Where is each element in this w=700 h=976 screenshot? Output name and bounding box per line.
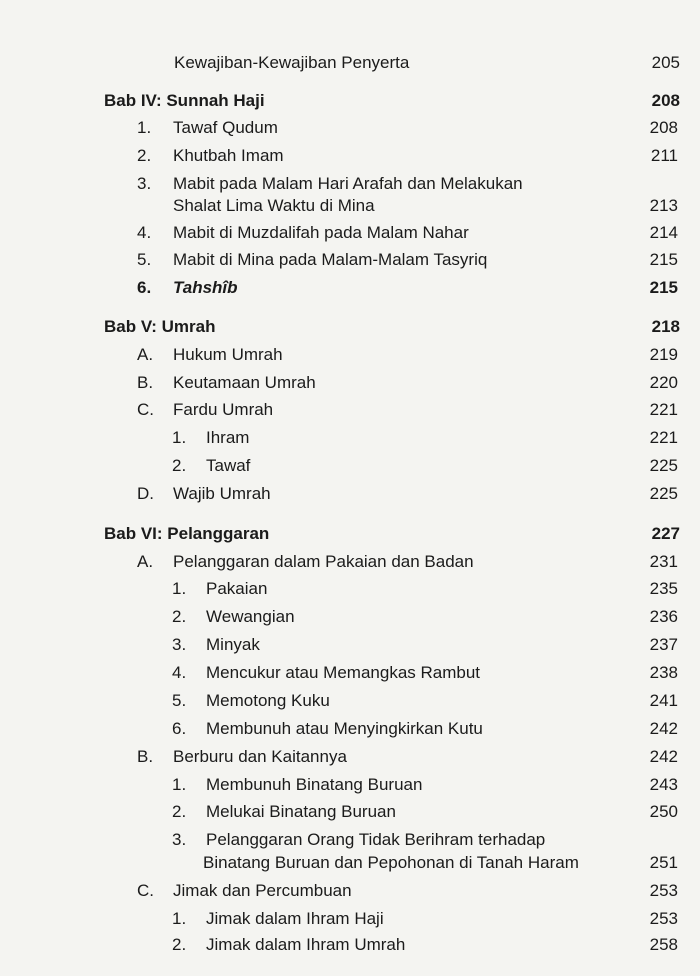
toc-entry-page: 237: [649, 635, 678, 654]
toc-entry-title: Mabit di Muzdalifah pada Malam Nahar: [173, 223, 469, 242]
toc-entry-number: C.: [137, 881, 154, 900]
toc-entry-page: 227: [651, 524, 680, 543]
toc-entry-title: Mabit pada Malam Hari Arafah dan Melakukan: [173, 174, 523, 193]
toc-entry-title: Khutbah Imam: [173, 146, 284, 165]
toc-entry-title: Wewangian: [206, 607, 295, 626]
toc-entry-page: 211: [650, 146, 678, 165]
toc-entry-page: 218: [651, 317, 680, 336]
toc-entry-title: Membunuh Binatang Buruan: [206, 775, 423, 794]
toc-entry-number: C.: [137, 400, 154, 419]
toc-entry-number: 4.: [137, 223, 152, 242]
toc-entry-page: 258: [649, 935, 678, 954]
toc-entry-page: 220: [649, 373, 678, 392]
toc-entry-title: Fardu Umrah: [173, 400, 274, 419]
toc-entry-number: 2.: [172, 607, 187, 626]
toc-entry-title: Minyak: [206, 635, 260, 654]
toc-entry-number: D.: [137, 484, 154, 503]
toc-entry-title: Bab VI: Pelanggaran: [104, 524, 270, 543]
toc-entry-page: 215: [649, 250, 678, 269]
toc-entry-page: 242: [649, 719, 678, 738]
toc-entry-number: 1.: [137, 118, 152, 137]
toc-entry-number: B.: [137, 373, 154, 392]
toc-entry-title: Tahshîb: [173, 278, 238, 297]
toc-entry-page: 236: [649, 607, 678, 626]
toc-entry-page: 251: [649, 853, 678, 872]
toc-entry-title: Jimak dalam Ihram Umrah: [206, 935, 406, 954]
toc-entry-title: Hukum Umrah: [173, 345, 283, 364]
toc-entry-number: 3.: [172, 830, 187, 849]
toc-entry-title: Membunuh atau Menyingkirkan Kutu: [206, 719, 483, 738]
toc-entry-title: Pakaian: [206, 579, 268, 598]
toc-entry-title: Pelanggaran dalam Pakaian dan Badan: [173, 552, 474, 571]
toc-entry-number: 6.: [137, 278, 152, 297]
toc-entry-page: 215: [649, 278, 678, 297]
toc-entry-number: 2.: [172, 456, 187, 475]
toc-entry-title: Tawaf Qudum: [173, 118, 278, 137]
toc-entry-page: 221: [649, 400, 678, 419]
toc-entry-title: Pelanggaran Orang Tidak Berihram terhadap: [206, 830, 546, 849]
toc-entry-page: 225: [649, 456, 678, 475]
toc-entry-number: 6.: [172, 719, 187, 738]
toc-entry-title-line2: Binatang Buruan dan Pepohonan di Tanah Haram: [203, 853, 579, 872]
toc-entry-title: Wajib Umrah: [173, 484, 271, 503]
toc-entry-page: 221: [649, 428, 678, 447]
toc-entry-page: 250: [649, 802, 678, 821]
toc-entry-number: 4.: [172, 663, 187, 682]
toc-entry-title: Melukai Binatang Buruan: [206, 802, 396, 821]
toc-entry-number: A.: [137, 552, 154, 571]
toc-entry-page: 253: [649, 881, 678, 900]
toc-entry-number: 1.: [172, 428, 187, 447]
toc-entry-page: 213: [649, 196, 678, 215]
toc-entry-page: 235: [649, 579, 678, 598]
toc-entry-number: 1.: [172, 909, 187, 928]
toc-entry-number: 1.: [172, 775, 187, 794]
toc-entry-page: 242: [649, 747, 678, 766]
toc-entry-number: B.: [137, 747, 154, 766]
toc-entry-page: 253: [649, 909, 678, 928]
toc-entry-number: 3.: [172, 635, 187, 654]
toc-entry-title: Ihram: [206, 428, 250, 447]
toc-entry-page: 238: [649, 663, 678, 682]
toc-entry-title: Mabit di Mina pada Malam-Malam Tasyriq: [173, 250, 488, 269]
toc-entry-title: Jimak dalam Ihram Haji: [206, 909, 384, 928]
toc-entry-number: 1.: [172, 579, 187, 598]
toc-entry-title: Kewajiban-Kewajiban Penyerta: [174, 53, 410, 72]
toc-entry-page: 219: [649, 345, 678, 364]
toc-entry-page: 225: [649, 484, 678, 503]
toc-entry-title-line2: Shalat Lima Waktu di Mina: [173, 196, 375, 215]
toc-entry-number: 2.: [172, 802, 187, 821]
toc-entry-page: 205: [651, 53, 680, 72]
toc-entry-title: Bab IV: Sunnah Haji: [104, 91, 265, 110]
toc-entry-number: 2.: [137, 146, 152, 165]
toc-entry-title: Memotong Kuku: [206, 691, 330, 710]
toc-entry-title: Jimak dan Percumbuan: [173, 881, 352, 900]
toc-entry-number: 5.: [172, 691, 187, 710]
toc-entry-page: 208: [649, 118, 678, 137]
toc-entry-page: 231: [649, 552, 678, 571]
toc-entry-page: 208: [651, 91, 680, 110]
toc-entry-title: Berburu dan Kaitannya: [173, 747, 347, 766]
toc-entry-title: Tawaf: [206, 456, 251, 475]
toc-entry-page: 241: [649, 691, 678, 710]
toc-entry-number: 3.: [137, 174, 152, 193]
toc-entry-title: Bab V: Umrah: [104, 317, 216, 336]
toc-entry-title: Keutamaan Umrah: [173, 373, 316, 392]
toc-entry-page: 214: [649, 223, 678, 242]
toc-entry-number: A.: [137, 345, 154, 364]
toc-entry-number: 2.: [172, 935, 187, 954]
toc-entry-number: 5.: [137, 250, 152, 269]
toc-entry-title: Mencukur atau Memangkas Rambut: [206, 663, 481, 682]
toc-entry-page: 243: [649, 775, 678, 794]
